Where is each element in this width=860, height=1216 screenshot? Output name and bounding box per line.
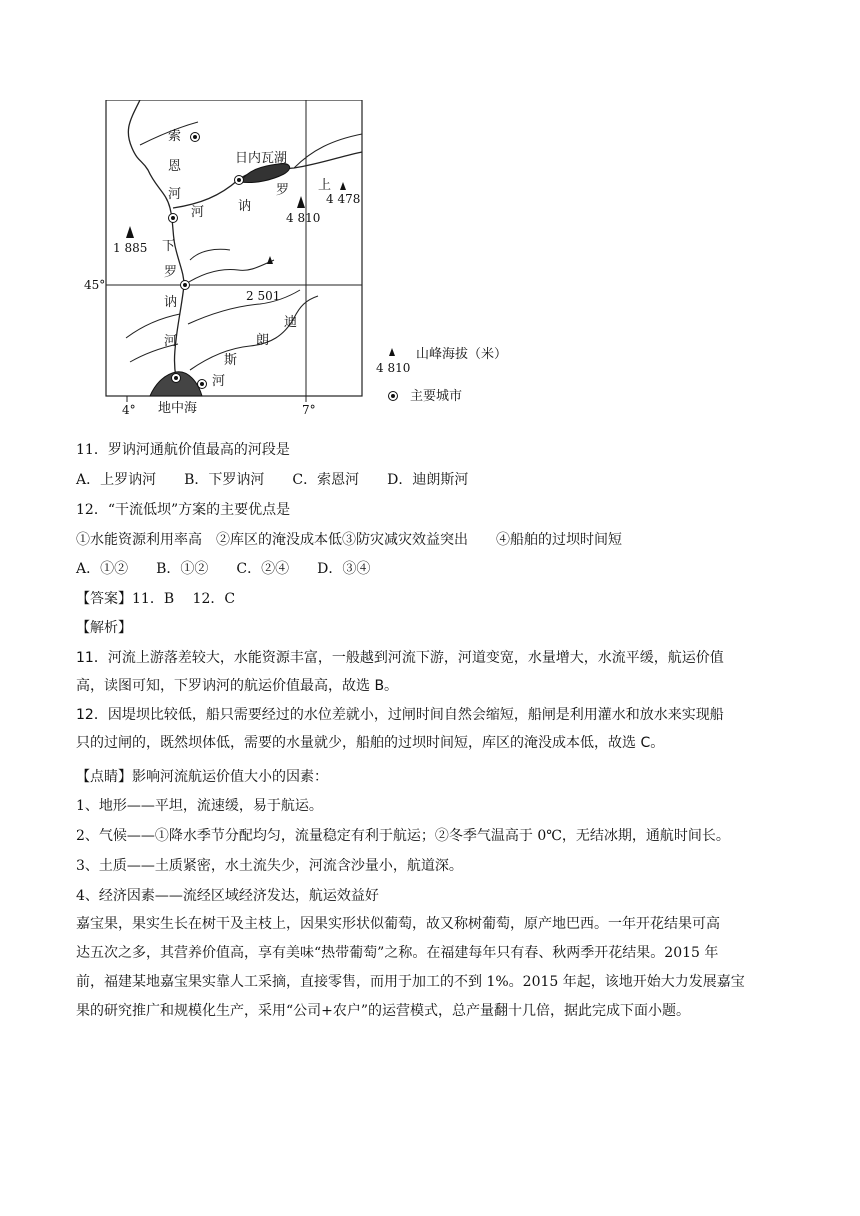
passage-line-2: 达五次之多，其营养价值高，享有美味“热带葡萄”之称。在福建每年只有春、秋两季开花结果。2015 年 — [76, 945, 719, 961]
peak-icon — [340, 182, 346, 190]
passage-line-1: 嘉宝果，果实生长在树干及主枝上，因果实形状似葡萄，故又称树葡萄，原产地巴西。一年开花结果可高 — [76, 916, 720, 932]
analysis-12-line2: 只的过闸的，既然坝体低，需要的水量就少，船舶的过坝时间短，库区的淹没成本低，故选 C。 — [76, 735, 665, 751]
map-drawing — [80, 100, 530, 410]
label-mediterranean: 地中海 — [158, 401, 198, 416]
legend-peak-label: 山峰海拔（米） — [416, 347, 508, 362]
legend-peak-icon — [389, 348, 395, 356]
analysis-title: 【解析】 — [76, 620, 132, 636]
isere-river — [184, 260, 274, 285]
question-12-items: ①水能资源利用率高 ②库区的淹没成本低③防灾减灾效益突出 ④船舶的过坝时间短 — [76, 532, 622, 548]
analysis-11-line2: 高，读图可知，下罗讷河的航运价值最高，故选 B。 — [76, 678, 399, 694]
analysis-11-line1: 11．河流上游落差较大，水能资源丰富，一般越到河流下游，河道变宽，水量增大，水流平缓，航运价值 — [76, 650, 724, 666]
question-12: 12．“干流低坝”方案的主要优点是 — [76, 502, 291, 518]
longitude-label-left: 4° — [122, 403, 136, 417]
upper-tributary — [294, 134, 362, 168]
peak-icon — [297, 196, 305, 208]
question-11: 11．罗讷河通航价值最高的河段是 — [76, 442, 290, 458]
analysis-12-line1: 12．因堤坝比较低，船只需要经过的水位差就小，过闸时间自然会缩短，船闸是利用灌水和放水来实现船 — [76, 707, 724, 723]
pointer-title: 【点睛】影响河流航运价值大小的因素： — [76, 769, 328, 785]
label-na2: 讷 — [164, 295, 178, 310]
label-lake-geneva: 日内瓦湖 — [235, 151, 288, 166]
question-12-options: A．①② B．①② C．②④ D．③④ — [76, 561, 371, 577]
longitude-label-right: 7° — [302, 403, 316, 417]
label-lang: 朗 — [256, 333, 270, 348]
elevation-label: 4 810 — [286, 211, 321, 225]
peak-icon — [267, 256, 273, 264]
latitude-label: 45° — [84, 278, 106, 292]
pointer-item-1: 1、地形——平坦，流速缓，易于航运。 — [76, 798, 323, 814]
label-luo-upper: 罗 — [276, 183, 290, 198]
tributary-2 — [190, 249, 230, 260]
peak-icon — [126, 226, 134, 238]
river-map — [80, 100, 530, 417]
elevation-label: 1 885 — [113, 241, 148, 255]
answer-line: 【答案】11．B 12．C — [76, 591, 236, 607]
label-he4: 河 — [212, 374, 226, 389]
label-luo-lower: 罗 — [164, 265, 178, 280]
elevation-label: 2 501 — [246, 289, 281, 303]
label-suo: 索 — [168, 129, 182, 144]
label-he1: 河 — [168, 187, 182, 202]
label-shang: 上 — [318, 178, 332, 193]
label-he2: 河 — [191, 205, 205, 220]
elevation-label: 4 478 — [326, 192, 361, 206]
label-xia: 下 — [162, 239, 176, 254]
legend-city-label: 主要城市 — [410, 389, 463, 404]
question-11-options: A．上罗讷河 B．下罗讷河 C．索恩河 D．迪朗斯河 — [76, 472, 469, 488]
durance-river — [190, 296, 318, 370]
label-en: 恩 — [168, 159, 182, 174]
label-di: 迪 — [284, 315, 298, 330]
passage-line-3: 前，福建某地嘉宝果实靠人工采摘，直接零售，而用于加工的不到 1%。2015 年起，该地开始大力发展嘉宝 — [76, 974, 745, 990]
label-he3: 河 — [164, 334, 178, 349]
legend-peak-value: 4 810 — [376, 361, 411, 375]
pointer-item-2: 2、气候——①降水季节分配均匀，流量稳定有利于航运；②冬季气温高于 0℃，无结冰期，通航时间长。 — [76, 828, 730, 844]
passage-line-4: 果的研究推广和规模化生产，采用“公司+农户”的运营模式，总产量翻十几倍，据此完成下面小题。 — [76, 1003, 691, 1019]
pointer-item-4: 4、经济因素——流经区域经济发达，航运效益好 — [76, 888, 379, 904]
pointer-item-3: 3、土质——土质紧密，水土流失少，河流含沙量小，航道深。 — [76, 858, 463, 874]
label-na1: 讷 — [238, 199, 252, 214]
label-si: 斯 — [224, 353, 238, 368]
lake-geneva-shape — [240, 164, 290, 183]
